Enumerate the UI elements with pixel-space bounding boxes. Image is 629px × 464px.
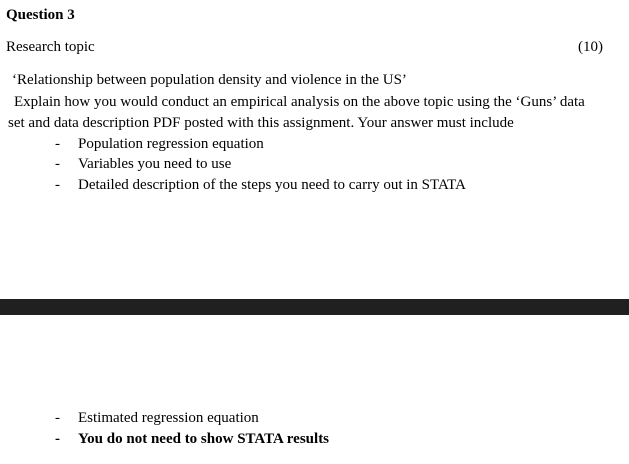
bullet-dash: - <box>55 156 60 172</box>
bullet-dash: - <box>55 136 60 152</box>
instructions-line-2: set and data description PDF posted with this assignment. Your answer must include <box>8 115 514 131</box>
list-item-text: Estimated regression equation <box>78 410 259 426</box>
question-title: Question 3 <box>6 7 75 23</box>
redaction-bar <box>0 299 629 315</box>
list-item-text-bold: You do not need to show STATA results <box>78 431 330 447</box>
instructions-line-1: Explain how you would conduct an empirical analysis on the above topic using the ‘Guns’ data <box>14 94 585 110</box>
question-marks: (10) <box>578 39 603 55</box>
research-topic-quote: ‘Relationship between population density and violence in the US’ <box>12 72 407 88</box>
list-item-text: Population regression equation <box>78 136 264 152</box>
bullet-dash: - <box>55 431 60 447</box>
requirements-list-continued <box>0 410 629 454</box>
requirements-list <box>0 136 629 198</box>
list-item-text: Variables you need to use <box>78 156 232 172</box>
bullet-dash: - <box>55 177 60 193</box>
research-topic-label: Research topic <box>6 39 95 55</box>
list-item-text: Detailed description of the steps you need to carry out in STATA <box>78 177 466 193</box>
bullet-dash: - <box>55 410 60 426</box>
